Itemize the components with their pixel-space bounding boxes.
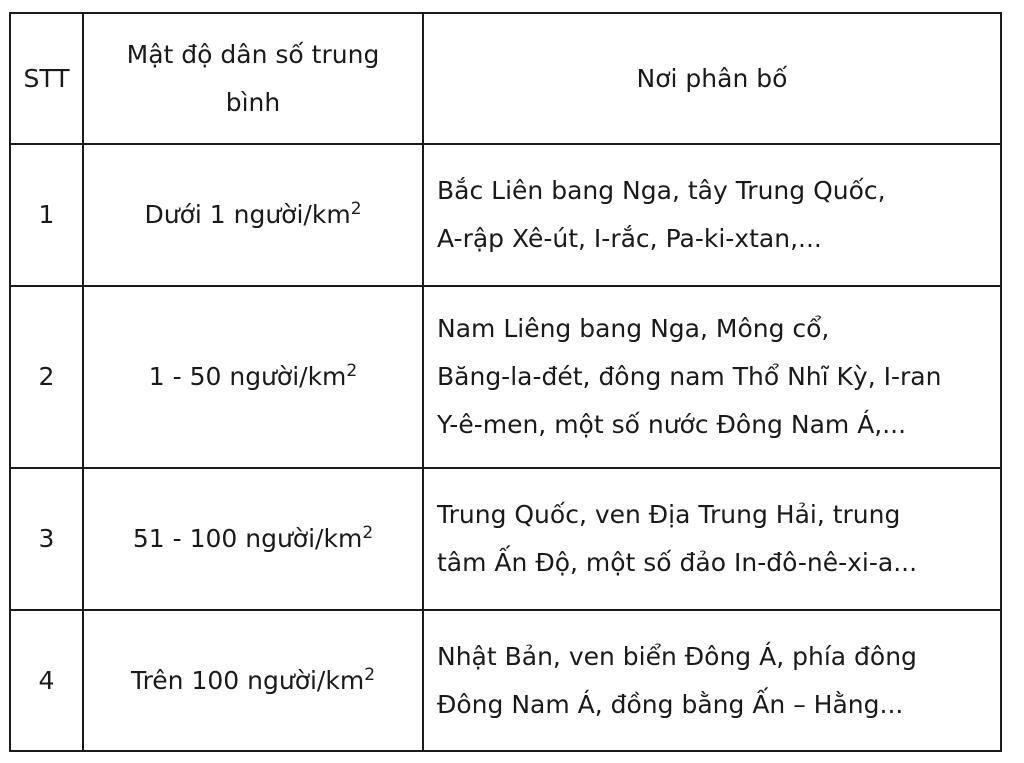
density-cell [83,144,423,286]
table-row [10,286,1001,468]
population-density-table [9,12,1002,752]
place-line: tâm Ấn Độ, một số đảo In-đô-nê-xi-a... [437,548,918,577]
place-cell [423,286,1001,468]
density-cell [83,610,423,751]
stt-cell: 3 [10,468,83,610]
density-value: 51 - 100 người/km [132,524,363,553]
density-cell [83,286,423,468]
density-superscript: 2 [350,199,362,219]
place-line: Băng-la-đét, đông nam Thổ Nhĩ Kỳ, I-ran [437,362,942,391]
place-line: Trung Quốc, ven Địa Trung Hải, trung [437,500,901,529]
stt-cell: 1 [10,144,83,286]
place-cell [423,144,1001,286]
place-cell [423,610,1001,751]
place-line: Đông Nam Á, đồng bằng Ấn – Hằng... [437,689,904,719]
header-stt: STT [10,13,83,144]
table-row [10,468,1001,610]
density-value: Trên 100 người/km [130,665,365,695]
place-line: Y-ê-men, một số nước Đông Nam Á,... [437,410,907,439]
density-superscript: 2 [364,664,376,685]
table-row [10,144,1001,286]
density-value: Dưới 1 người/km [144,200,351,229]
table-row [10,610,1001,751]
density-value: 1 - 50 người/km [148,362,347,391]
density-superscript: 2 [362,523,374,543]
place-line: A-rập Xê-út, I-rắc, Pa-ki-xtan,... [437,224,822,253]
place-line: Bắc Liên bang Nga, tây Trung Quốc, [437,176,886,205]
place-line: Nhật Bản, ven biển Đông Á, phía đông [437,641,917,671]
density-cell [83,468,423,610]
stt-cell: 4 [10,610,83,751]
header-density: Mật độ dân số trung bình [83,13,423,144]
table-header-row [10,13,1001,144]
stt-cell: 2 [10,286,83,468]
place-line: Nam Liêng bang Nga, Mông cổ, [437,314,830,343]
header-place: Nơi phân bố [423,13,1001,144]
place-cell [423,468,1001,610]
density-superscript: 2 [346,361,358,381]
